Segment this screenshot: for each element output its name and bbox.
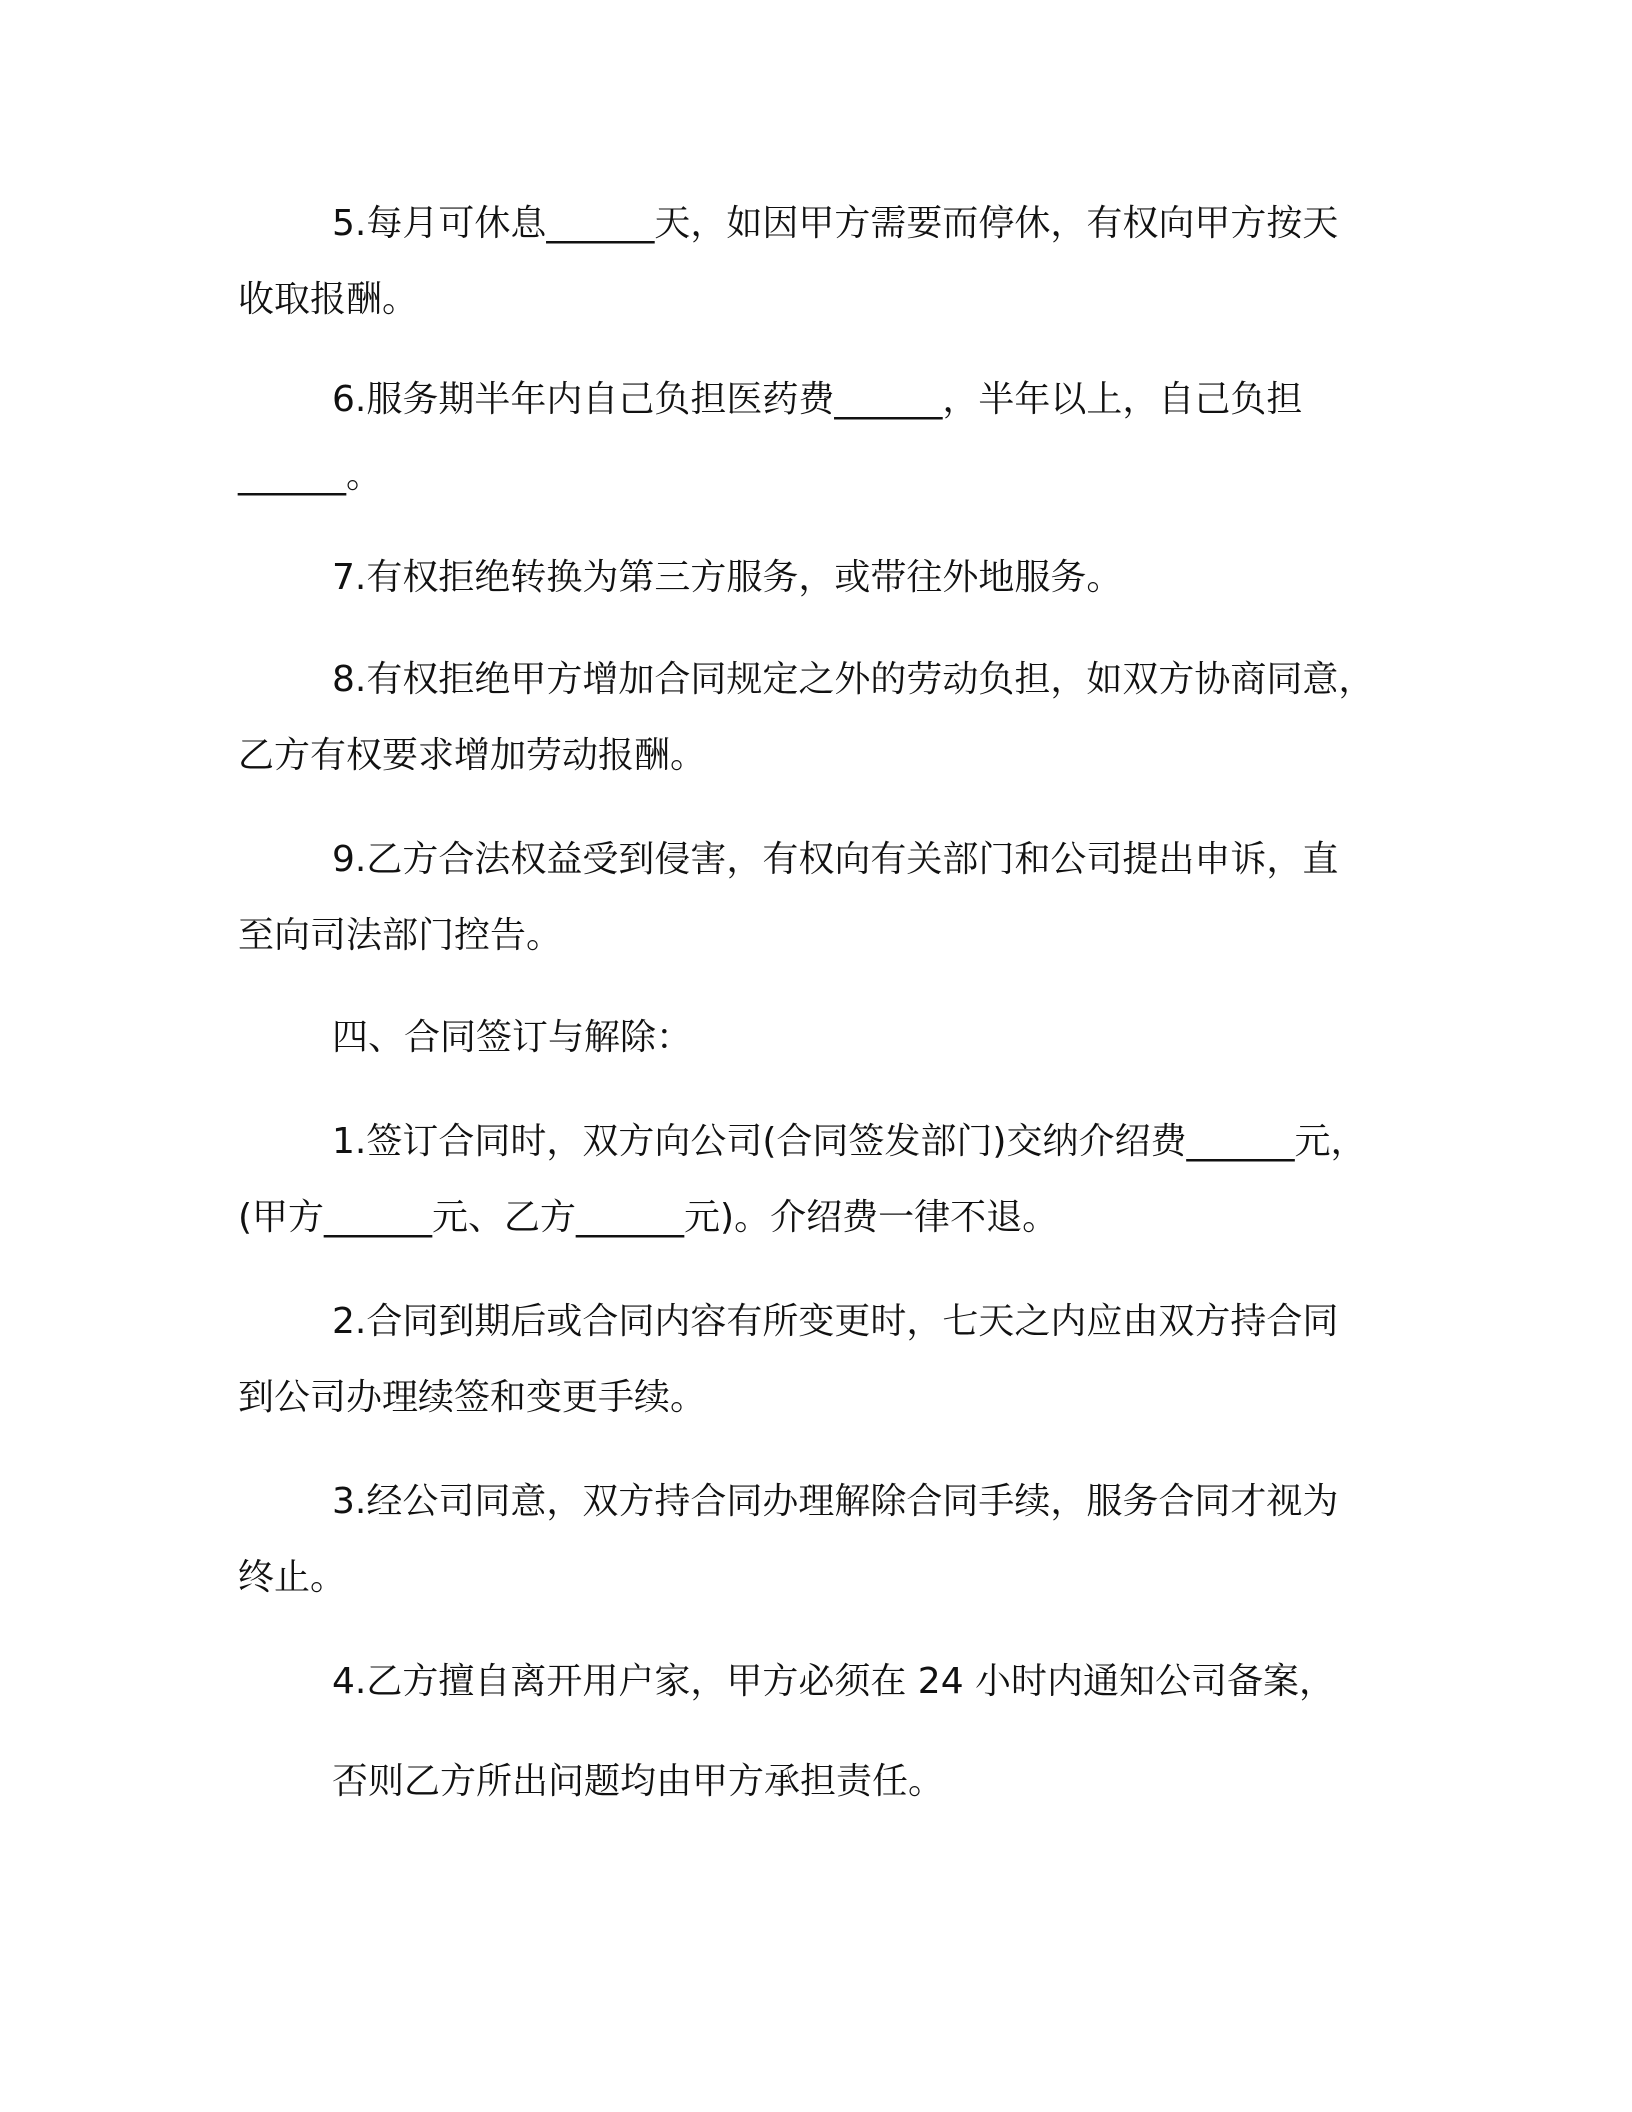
text-line: 4.乙方擅自离开用户家，甲方必须在 24 小时内通知公司备案，: [332, 1661, 1336, 1702]
text-line: ______。: [238, 455, 383, 496]
clause-refuse-transfer: [238, 540, 1394, 616]
text-line: 收取报酬。: [238, 279, 419, 320]
text-line: 到公司办理续签和变更手续。: [238, 1377, 707, 1418]
section-heading-signing-termination: [238, 1000, 1394, 1076]
text-line: 9.乙方合法权益受到侵害，有权向有关部门和公司提出申诉，直: [332, 839, 1339, 880]
text-line: 8.有权拒绝甲方增加合同规定之外的劳动负担，如双方协商同意，: [332, 659, 1375, 700]
text-line: 四、合同签订与解除：: [332, 1017, 693, 1058]
text-line: 7.有权拒绝转换为第三方服务，或带往外地服务。: [332, 557, 1123, 598]
clause-termination: [238, 1464, 1394, 1616]
text-line: (甲方______元、乙方______元)。介绍费一律不退。: [238, 1197, 1059, 1238]
text-line: 终止。: [238, 1557, 347, 1598]
clause-liability: [238, 1744, 1394, 1820]
text-line: 否则乙方所出问题均由甲方承担责任。: [332, 1761, 945, 1802]
clause-extra-labor: [238, 642, 1394, 794]
clause-medical-fees: [238, 362, 1394, 514]
clause-rights-complaint: [238, 822, 1394, 974]
text-line: 乙方有权要求增加劳动报酬。: [238, 735, 707, 776]
clause-rest-days: [238, 186, 1394, 338]
text-line: 1.签订合同时，双方向公司(合同签发部门)交纳介绍费______元，: [332, 1121, 1367, 1162]
text-line: 3.经公司同意，双方持合同办理解除合同手续，服务合同才视为: [332, 1481, 1339, 1522]
text-line: 6.服务期半年内自己负担医药费______，半年以上，自己负担: [332, 379, 1303, 420]
clause-unauthorized-leave: [238, 1644, 1394, 1720]
text-line: 5.每月可休息______天，如因甲方需要而停休，有权向甲方按天: [332, 203, 1339, 244]
text-line: 至向司法部门控告。: [238, 915, 563, 956]
clause-renewal: [238, 1284, 1394, 1436]
clause-intro-fee: [238, 1104, 1394, 1256]
text-line: 2.合同到期后或合同内容有所变更时，七天之内应由双方持合同: [332, 1301, 1339, 1342]
